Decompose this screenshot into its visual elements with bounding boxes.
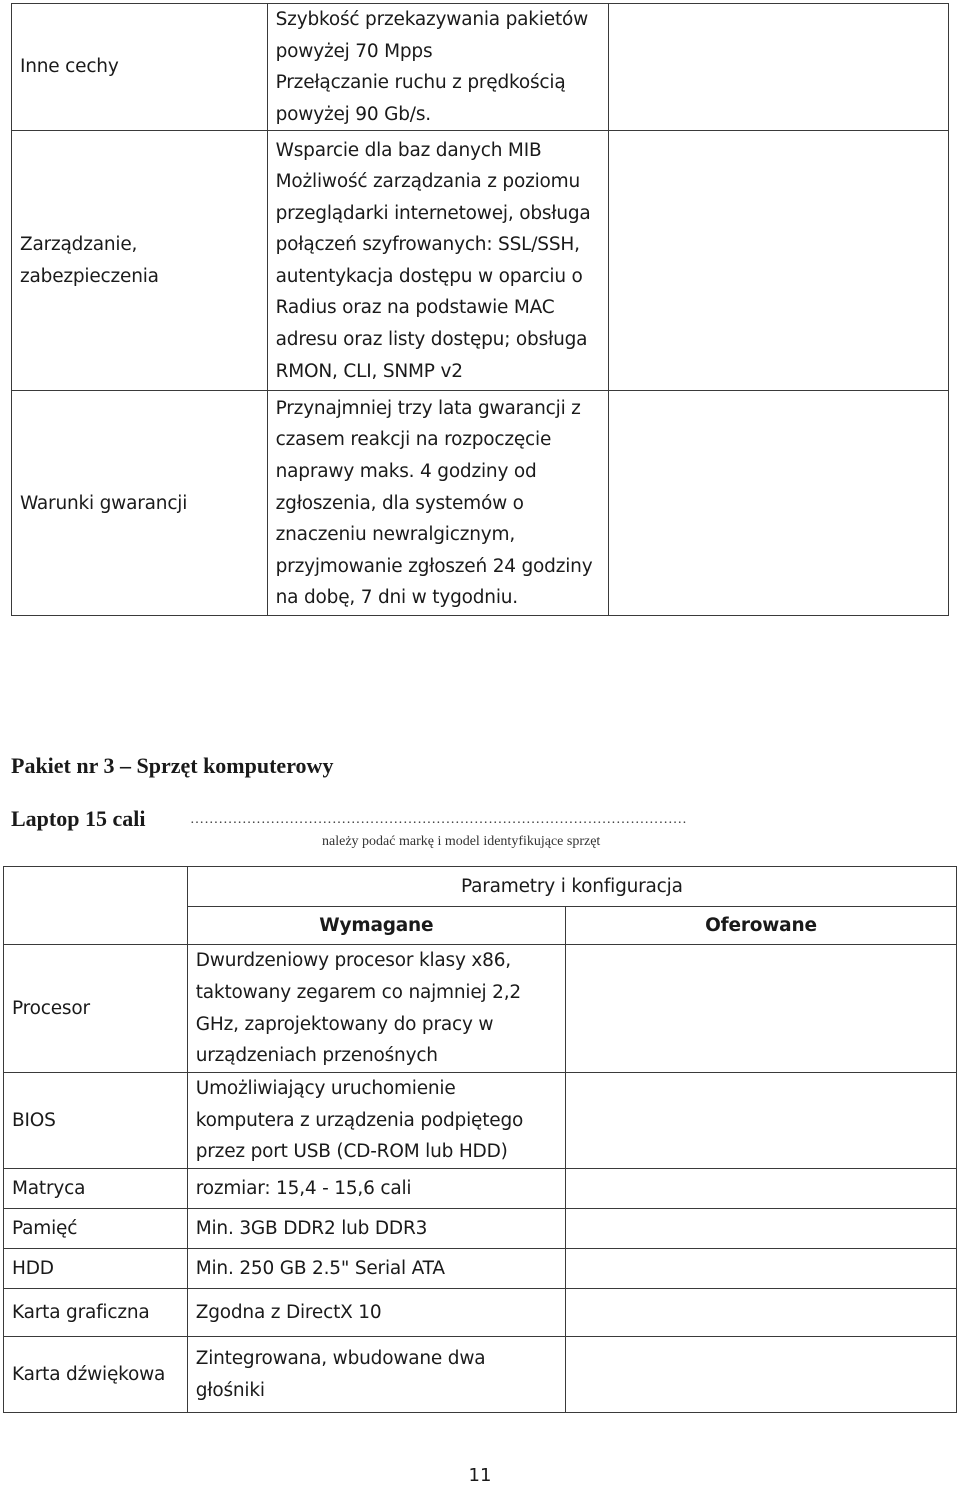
value-line: Przełączanie ruchu z prędkością xyxy=(275,72,566,94)
row-label: Karta dźwiękowa xyxy=(4,1337,188,1413)
row-label xyxy=(12,4,268,131)
required-line: Zintegrowana, wbudowane dwa xyxy=(195,1347,486,1369)
label-line: Zarządzanie, xyxy=(20,234,138,256)
required-cell xyxy=(187,1073,565,1169)
row-label xyxy=(12,131,268,391)
row-label: Pamięć xyxy=(4,1209,188,1249)
required-line: Dwurdzeniowy procesor klasy x86, xyxy=(195,950,511,972)
section-title: Pakiet nr 3 – Sprzęt komputerowy xyxy=(11,753,334,778)
table-row xyxy=(4,1337,957,1413)
table-row xyxy=(4,945,957,1073)
value-line: czasem reakcji na rozpoczęcie xyxy=(275,429,552,451)
value-line: powyżej 90 Gb/s. xyxy=(275,103,431,125)
table-row xyxy=(4,1249,957,1289)
required-line: przez port USB (CD-ROM lub HDD) xyxy=(195,1141,508,1163)
value-line: autentykacja dostępu w oparciu o xyxy=(275,265,583,287)
required-header xyxy=(187,907,565,945)
required-cell: Min. 250 GB 2.5" Serial ATA xyxy=(187,1249,565,1289)
value-line: Radius oraz na podstawie MAC xyxy=(275,297,555,319)
row-label: Karta graficzna xyxy=(4,1289,188,1337)
laptop-title: Laptop 15 cali xyxy=(11,806,146,831)
label-text: Warunki gwarancji xyxy=(20,492,188,514)
offered-cell xyxy=(565,1209,956,1249)
row-label: Procesor xyxy=(4,945,188,1073)
offered-cell xyxy=(609,391,949,616)
row-label xyxy=(12,391,268,616)
table-row xyxy=(4,1169,957,1209)
offered-cell xyxy=(565,1073,956,1169)
fill-in-note: należy podać markę i model identyfikujące sprzęt xyxy=(322,834,601,849)
table-row xyxy=(12,4,949,131)
value-line: Wsparcie dla baz danych MIB xyxy=(275,139,542,161)
required-cell: Zgodna z DirectX 10 xyxy=(187,1289,565,1337)
table-header-row xyxy=(4,867,957,907)
value-line: zgłoszenia, dla systemów o xyxy=(275,492,524,514)
offered-cell xyxy=(565,945,956,1073)
row-label: Matryca xyxy=(4,1169,188,1209)
value-line: przeglądarki internetowej, obsługa xyxy=(275,202,591,224)
offered-cell xyxy=(565,1169,956,1209)
offered-header-text: Oferowane xyxy=(705,914,817,936)
table-row xyxy=(12,391,949,616)
offered-cell xyxy=(609,4,949,131)
value-line: na dobę, 7 dni w tygodniu. xyxy=(275,587,518,609)
value-line: połączeń szyfrowanych: SSL/SSH, xyxy=(275,234,580,256)
value-line: adresu oraz listy dostępu; obsługa xyxy=(275,329,588,351)
required-line: głośniki xyxy=(195,1379,265,1401)
value-line: powyżej 70 Mpps xyxy=(275,40,433,62)
row-label: BIOS xyxy=(4,1073,188,1169)
table-row xyxy=(4,1289,957,1337)
required-header-text: Wymagane xyxy=(319,914,434,936)
row-label: HDD xyxy=(4,1249,188,1289)
page-number: 11 xyxy=(468,1465,492,1486)
table-row xyxy=(4,1209,957,1249)
value-line: RMON, CLI, SNMP v2 xyxy=(275,360,463,382)
required-cell xyxy=(187,945,565,1073)
table-header-row xyxy=(4,907,957,945)
header-empty xyxy=(4,867,188,907)
required-cell xyxy=(187,1337,565,1413)
top-spec-table xyxy=(11,3,949,616)
label-text: Inne cechy xyxy=(20,56,119,78)
row-value xyxy=(267,391,609,616)
value-line: znaczeniu newralgicznym, xyxy=(275,524,516,546)
value-line: Możliwość zarządzania z poziomu xyxy=(275,171,580,193)
row-value xyxy=(267,131,609,391)
value-line: Przynajmniej trzy lata gwarancji z xyxy=(275,397,581,419)
row-value xyxy=(267,4,609,131)
header-empty xyxy=(4,907,188,945)
offered-cell xyxy=(565,1337,956,1413)
required-line: urządzeniach przenośnych xyxy=(195,1045,438,1067)
fill-in-dots: …………………………………………………………………………………………… xyxy=(190,812,687,827)
offered-cell xyxy=(565,1249,956,1289)
required-cell: rozmiar: 15,4 - 15,6 cali xyxy=(187,1169,565,1209)
offered-cell xyxy=(565,1289,956,1337)
required-cell: Min. 3GB DDR2 lub DDR3 xyxy=(187,1209,565,1249)
table-row xyxy=(4,1073,957,1169)
value-line: Szybkość przekazywania pakietów xyxy=(275,9,589,30)
params-header xyxy=(187,867,956,907)
offered-cell xyxy=(609,131,949,391)
label-line: zabezpieczenia xyxy=(20,265,159,287)
offered-header xyxy=(565,907,956,945)
table-row xyxy=(12,131,949,391)
required-line: komputera z urządzenia podpiętego xyxy=(195,1109,524,1131)
laptop-spec-table xyxy=(3,866,957,1413)
required-line: Umożliwiający uruchomienie xyxy=(195,1078,456,1100)
value-line: naprawy maks. 4 godziny od xyxy=(275,460,537,482)
required-line: GHz, zaprojektowany do pracy w xyxy=(195,1013,494,1035)
required-line: taktowany zegarem co najmniej 2,2 xyxy=(195,981,521,1003)
params-header-text: Parametry i konfiguracja xyxy=(461,875,683,897)
value-line: przyjmowanie zgłoszeń 24 godziny xyxy=(275,555,593,577)
